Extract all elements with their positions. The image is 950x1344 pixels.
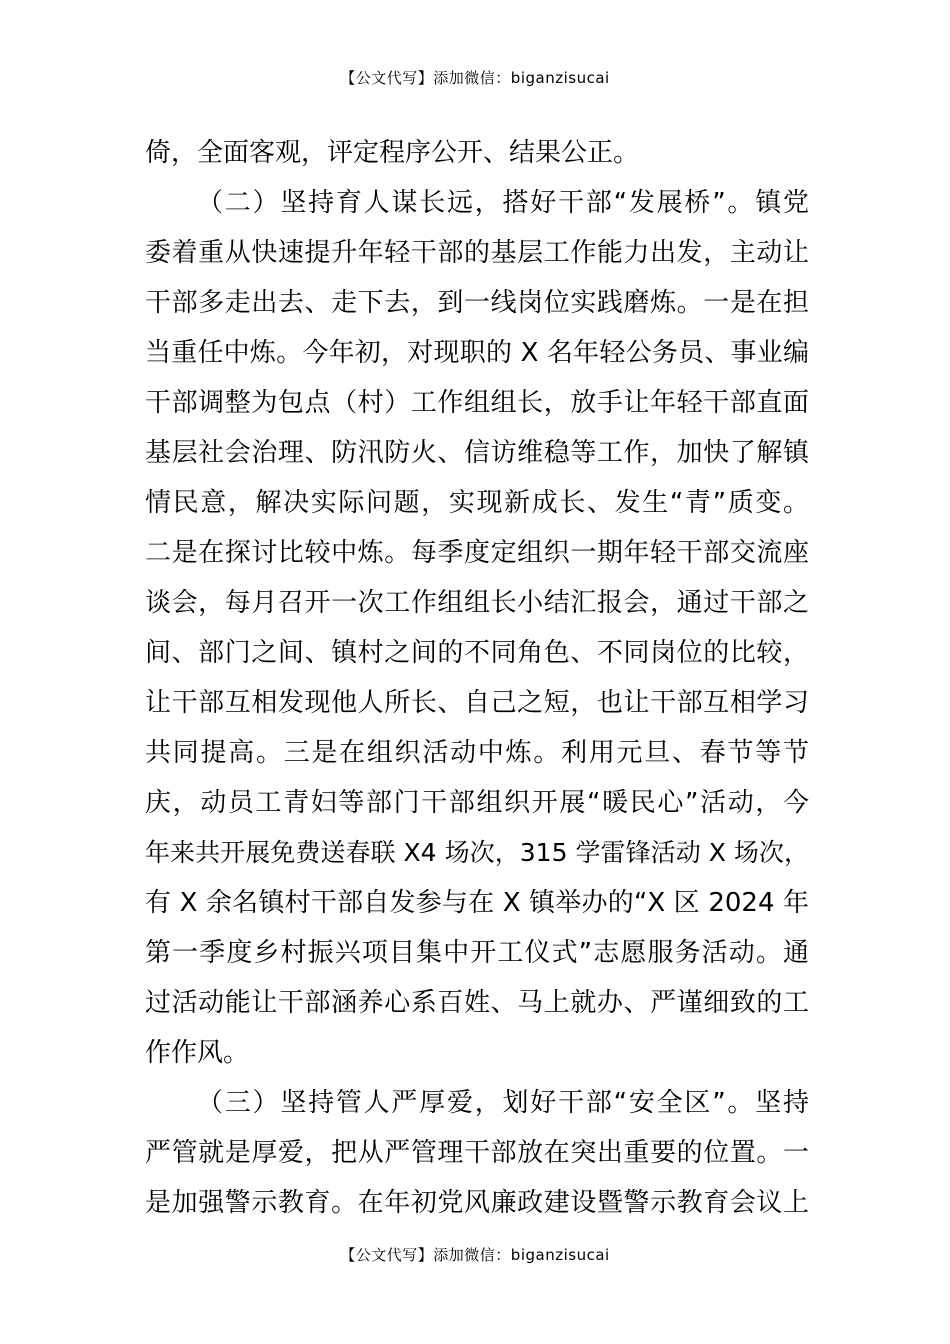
- paragraph-line: 谈会，每月召开一次工作组组长小结汇报会，通过干部之: [145, 588, 809, 618]
- paragraph-line: 基层社会治理、防汛防火、信访维稳等工作，加快了解镇: [145, 438, 809, 468]
- paragraph-line: 干部多走出去、走下去，到一线岗位实践磨炼。一是在担: [145, 288, 809, 318]
- paragraph-line: 作作风。: [145, 1038, 250, 1068]
- paragraph-line: 庆，动员工青妇等部门干部组织开展“暖民心”活动，今: [145, 788, 809, 818]
- paragraph-line: 共同提高。三是在组织活动中炼。利用元旦、春节等节: [145, 738, 809, 768]
- document-body: [145, 128, 809, 1228]
- paragraph-line: 间、部门之间、镇村之间的不同角色、不同岗位的比较，: [145, 638, 809, 668]
- paragraph-line: 倚，全面客观，评定程序公开、结果公正。: [145, 138, 640, 168]
- paragraph-line: 当重任中炼。今年初，对现职的 X 名年轻公务员、事业编: [145, 338, 809, 368]
- paragraph-line: 二是在探讨比较中炼。每季度定组织一期年轻干部交流座: [145, 538, 809, 568]
- paragraph-line: 干部调整为包点（村）工作组组长，放手让年轻干部直面: [145, 388, 809, 418]
- paragraph-line: 过活动能让干部涵养心系百姓、马上就办、严谨细致的工: [145, 988, 809, 1018]
- paragraph-line: 让干部互相发现他人所长、自己之短，也让干部互相学习: [145, 688, 809, 718]
- paragraph-line: 委着重从快速提升年轻干部的基层工作能力出发，主动让: [145, 238, 809, 268]
- paragraph-line: 年来共开展免费送春联 X4 场次，315 学雷锋活动 X 场次，: [145, 838, 809, 867]
- paragraph-line: 第一季度乡村振兴项目集中开工仪式”志愿服务活动。通: [145, 938, 809, 968]
- paragraph-line: （二）坚持育人谋长远，搭好干部“发展桥”。镇党: [197, 188, 809, 218]
- paragraph-line: （三）坚持管人严厚爱，划好干部“安全区”。坚持: [197, 1088, 809, 1118]
- paragraph-line: 有 X 余名镇村干部自发参与在 X 镇举办的“X 区 2024 年: [145, 888, 809, 918]
- page-footer: 【公文代写】添加微信：biganzisucai: [340, 1246, 610, 1264]
- paragraph-line: 严管就是厚爱，把从严管理干部放在突出重要的位置。一: [145, 1138, 809, 1168]
- paragraph-line: 是加强警示教育。在年初党风廉政建设暨警示教育会议上: [145, 1188, 809, 1218]
- page-header: 【公文代写】添加微信：biganzisucai: [340, 69, 610, 87]
- paragraph-line: 情民意，解决实际问题，实现新成长、发生“青”质变。: [145, 488, 809, 518]
